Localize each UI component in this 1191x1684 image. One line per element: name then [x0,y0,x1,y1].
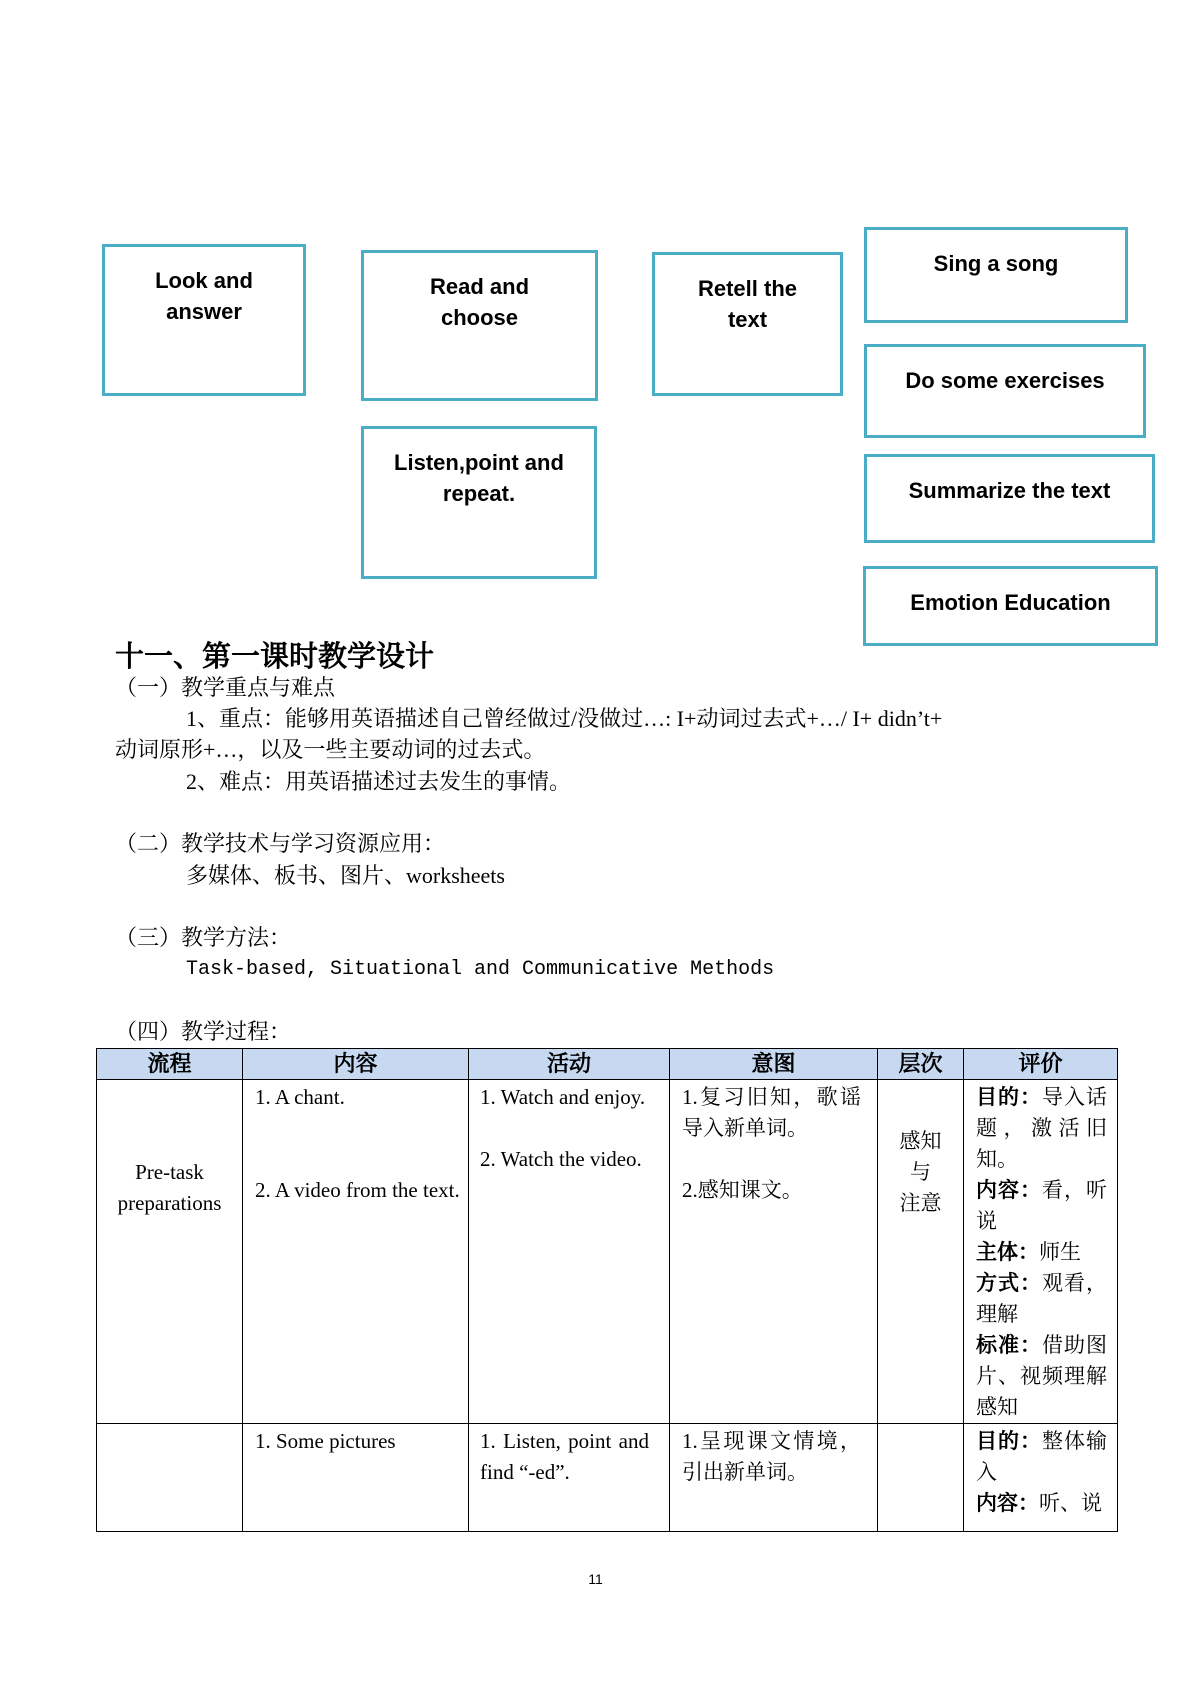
part2-heading: （二）教学技术与学习资源应用： [115,831,446,856]
content-item: 1. Some pictures [255,1429,396,1453]
part1-point1-line2: 动词原形+…，以及一些主要动词的过去式。 [115,737,546,762]
flow-box-label: Read and choose [429,274,530,330]
evaluation-text: 听、说 [1039,1491,1102,1515]
header-evaluation: 评价 [964,1049,1118,1080]
flow-box-label: Look and answer [155,268,253,324]
intent-item: 2.感知课文。 [682,1178,803,1202]
flow-box-look-and-answer [102,244,306,396]
section-title: 十一、第一课时教学设计 [115,641,435,673]
stage-cell [97,1080,243,1424]
evaluation-item [976,1330,1107,1423]
header-level: 层次 [878,1049,964,1080]
content-item: 1. A chant. [255,1085,345,1109]
table-row [97,1424,1118,1532]
level-line: 注意 [899,1191,942,1215]
evaluation-text: 借助图片、视频理解感知 [976,1333,1107,1419]
teaching-process-table [96,1048,1118,1532]
part1-point2: 2、难点：用英语描述过去发生的事情。 [186,769,572,794]
evaluation-label: 内容： [976,1491,1039,1515]
evaluation-item [976,1237,1107,1268]
evaluation-text: 师生 [1039,1240,1081,1264]
activity-item: 1. Watch and enjoy. [480,1085,646,1109]
flow-box-label: Listen,point and repeat. [394,450,564,506]
table-header-row [97,1049,1118,1080]
flow-box-label: Do some exercises [905,368,1105,393]
activity-item: 2. Watch the video. [480,1147,642,1171]
flow-box-sing-a-song [864,227,1128,323]
intent-item: 1.呈现课文情境，引出新单词。 [682,1429,861,1484]
level-line: 感知 [899,1129,942,1153]
table-row [97,1080,1118,1424]
flow-box-summarize-the-text [864,454,1155,543]
header-intent: 意图 [670,1049,878,1080]
flow-box-listen-point-repeat [361,426,597,579]
evaluation-cell [964,1080,1118,1424]
level-cell [878,1080,964,1424]
header-content: 内容 [243,1049,469,1080]
content-item: 2. A video from the text. [255,1178,460,1202]
evaluation-label: 标准： [976,1333,1042,1357]
intent-cell [670,1080,878,1424]
intent-cell [670,1424,878,1532]
content-cell [243,1424,469,1532]
header-activities: 活动 [469,1049,670,1080]
page-number: 11 [588,1571,603,1587]
stage-text: Pre-task preparations [117,1160,222,1215]
evaluation-item [976,1082,1107,1175]
flow-box-do-some-exercises [864,344,1146,438]
evaluation-item [976,1488,1107,1519]
flow-box-retell-the-text [652,252,843,396]
evaluation-label: 目的： [976,1085,1042,1109]
part2-text: 多媒体、板书、图片、worksheets [186,863,505,888]
evaluation-text: 看，听说 [976,1178,1107,1233]
flow-box-label: Sing a song [933,251,1059,276]
part1-heading: （一）教学重点与难点 [115,675,336,700]
activity-item: 1. Listen, point and find “-ed”. [480,1429,649,1484]
part4-heading: （四）教学过程： [115,1019,292,1044]
evaluation-item [976,1175,1107,1237]
flow-box-emotion-education [863,566,1158,646]
stage-cell [97,1424,243,1532]
evaluation-item [976,1426,1107,1488]
evaluation-label: 方式： [976,1271,1042,1295]
part3-heading: （三）教学方法： [115,925,292,950]
flow-box-label: Retell the text [697,276,798,332]
evaluation-text: 整体输入 [976,1429,1107,1484]
activities-cell [469,1080,670,1424]
part3-text: Task-based, Situational and Communicative Methods [186,958,775,981]
level-cell [878,1424,964,1532]
evaluation-label: 目的： [976,1429,1042,1453]
level-line: 与 [910,1160,931,1184]
part1-point1-line1: 1、重点：能够用英语描述自己曾经做过/没做过…: I+动词过去式+…/ I+ didn’t+ [186,706,943,731]
evaluation-label: 内容： [976,1178,1042,1202]
evaluation-cell [964,1424,1118,1532]
intent-item: 1.复习旧知，歌谣导入新单词。 [682,1085,861,1140]
evaluation-text: 观看，理解 [976,1271,1107,1326]
activities-cell [469,1424,670,1532]
flow-box-label: Summarize the text [908,478,1111,503]
evaluation-item [976,1268,1107,1330]
flow-box-label: Emotion Education [910,590,1111,615]
content-cell [243,1080,469,1424]
header-stage: 流程 [97,1049,243,1080]
flow-box-read-and-choose [361,250,598,401]
evaluation-text: 导入话题，激活旧知。 [976,1085,1107,1171]
evaluation-label: 主体： [976,1240,1039,1264]
